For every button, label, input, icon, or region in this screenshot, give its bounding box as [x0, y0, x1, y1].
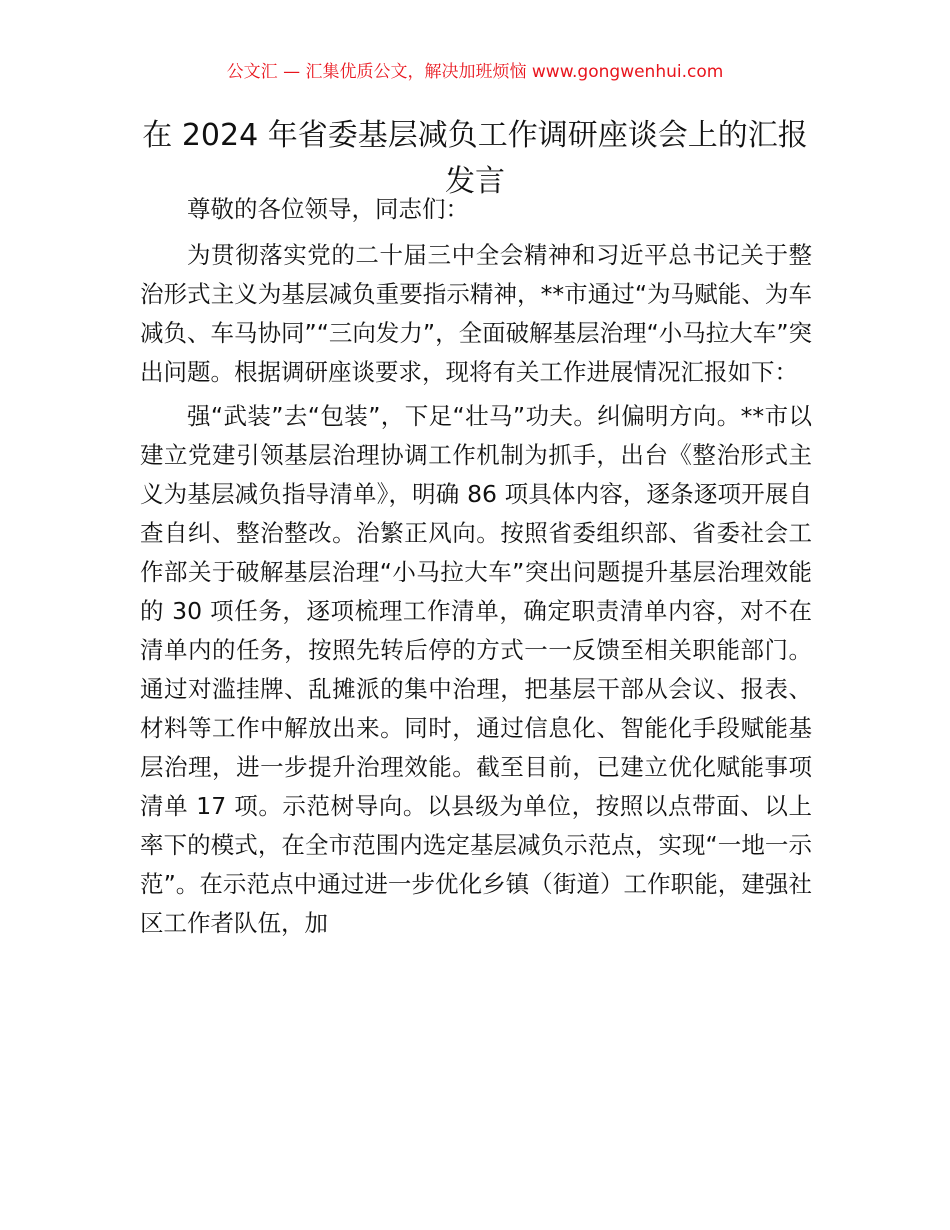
site-banner: 公文汇 — 汇集优质公文，解决加班烦恼 www.gongwenhui.com — [226, 62, 724, 82]
paragraph-section-one: 强“武装”去“包装”，下足“壮马”功夫。纠偏明方向。**市以建立党建引领基层治理协调工作机制为抓手，出台《整治形式主义为基层减负指导清单》，明确 86 项具体内容，逐条逐项开展自查自纠、整治整改。治繁正风向。按照省委组织部、省委社会工作部关于破解基层治理“小马拉大车”突出问题提升基层治理效能的 30 项任务，逐项梳理工作清单，确定职责清单内容，对不在清单内的任务，按照先转后停的方式一一反馈至相关职能部门。通过对滥挂牌、乱摊派的集中治理，把基层干部从会议、报表、材料等工作中解放出来。同时，通过信息化、智能化手段赋能基层治理，进一步提升治理效能。截至目前，已建立优化赋能事项清单 17 项。示范树导向。以县级为单位，按照以点带面、以上率下的模式，在全市范围内选定基层减负示范点，实现“一地一示范”。在示范点中通过进一步优化乡镇（街道）工作职能，建强社区工作者队伍，加 — [140, 402, 812, 937]
document-body — [140, 190, 812, 948]
salutation: 尊敬的各位领导，同志们： — [187, 195, 469, 223]
document-title: 在 2024 年省委基层减负工作调研座谈会上的汇报发言 — [142, 118, 808, 199]
paragraph-intro: 为贯彻落实党的二十届三中全会精神和习近平总书记关于整治形式主义为基层减负重要指示精神，**市通过“为马赋能、为车减负、车马协同”“三向发力”，全面破解基层治理“小马拉大车”突出问题。根据调研座谈要求，现将有关工作进展情况汇报如下： — [140, 241, 812, 386]
